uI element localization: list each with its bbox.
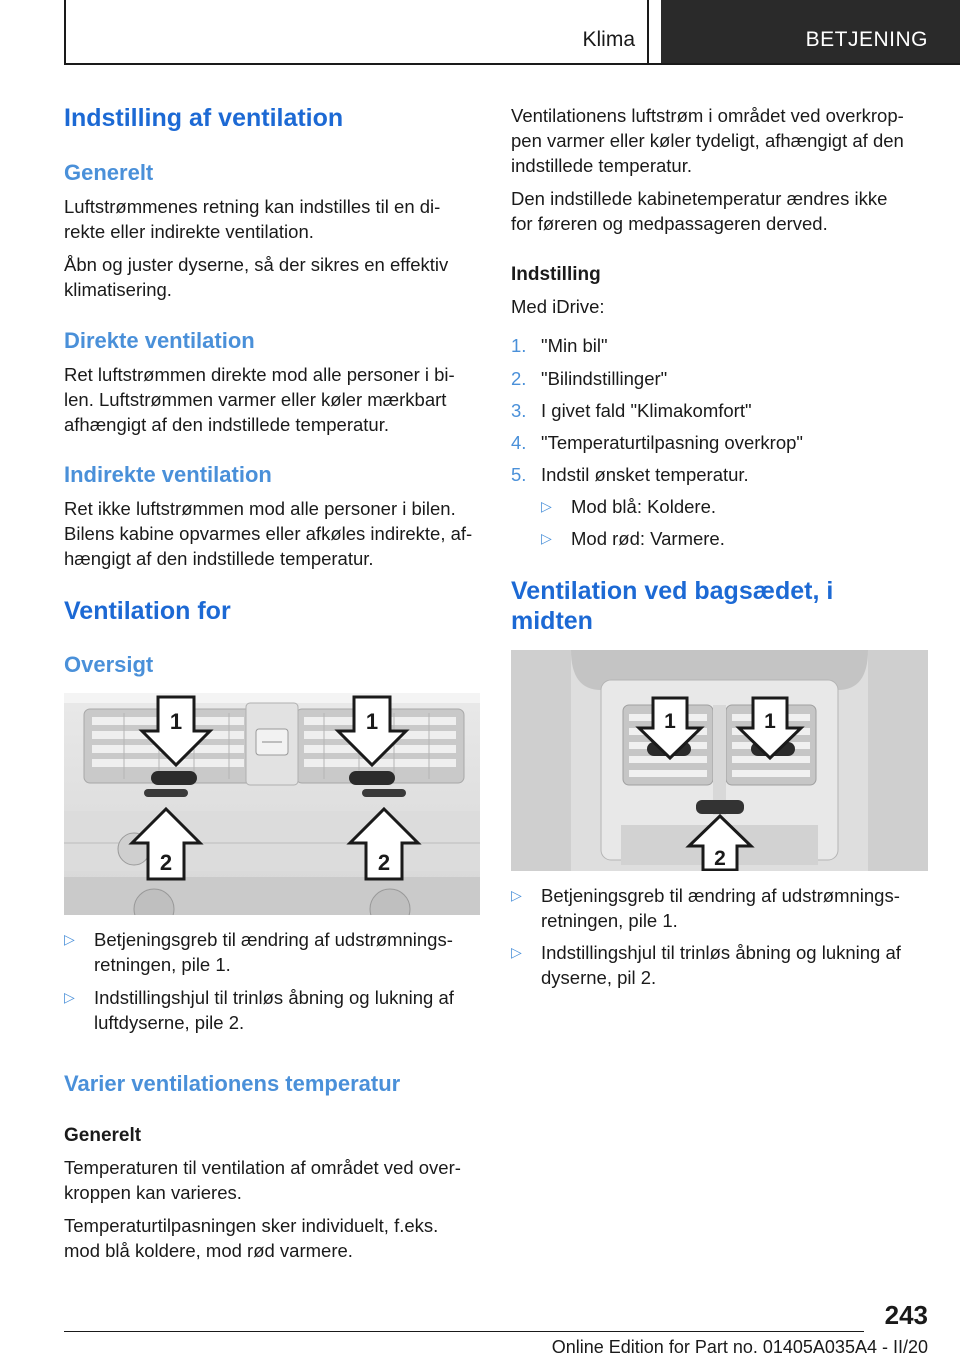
para-temp-2: Temperaturtilpasningen sker individuelt, f.eks. mod blå koldere, mod rød varmere. [64, 1215, 439, 1261]
arrow-1-right-label: 1 [365, 709, 379, 734]
footer-rule [64, 1331, 864, 1332]
para-generelt-1: Luftstrømmenes retning kan indstilles til en di- rekte eller indirekte ventilation. [64, 196, 441, 242]
para-indirekte: Ret ikke luftstrømmen mod alle personer i bilen. Bilens kabine opvarmes eller afkøles indirekte, af- hængigt af den indstillede temperatur. [64, 498, 473, 569]
arrow-2-right-label: 2 [377, 850, 391, 875]
left-vent-lever [151, 771, 197, 785]
heading-indirekte: Indirekte ventilation [64, 462, 272, 487]
arrow-2-left-label: 2 [159, 850, 173, 875]
header-rule [64, 63, 960, 65]
front-vents-figure [64, 693, 480, 915]
footer-edition: Online Edition for Part no. 01405A035A4 - II/20 [551, 1337, 928, 1357]
heading-oversigt: Oversigt [64, 652, 154, 677]
rear-thumbwheel [696, 800, 744, 814]
heading-indstilling: Indstilling af ventilation [64, 104, 344, 132]
para-intro-2: Den indstillede kabinetemperatur ændres ikke for føreren og medpassageren derved. [511, 188, 888, 234]
subheading-generelt: Generelt [64, 1125, 142, 1146]
para-direkte: Ret luftstrømmen direkte mod alle personer i bi- len. Luftstrømmen varmer eller køler mærkbart afhængigt af den indstillede temperatur. [64, 364, 455, 435]
heading-bagsaedet: Ventilation ved bagsædet, i midten [511, 577, 834, 635]
rear-vents-figure [511, 650, 928, 871]
triangle-right-icon: ▷ [511, 944, 522, 960]
triangle-right-icon: ▷ [541, 530, 552, 546]
header-chapter-title: BETJENING [805, 28, 928, 51]
subheading-indstilling: Indstilling [511, 264, 601, 285]
right-thumbwheel [362, 789, 406, 797]
triangle-right-icon: ▷ [541, 498, 552, 514]
left-thumbwheel [144, 789, 188, 797]
arrow-1-left-label: 1 [664, 710, 676, 733]
arrow-1-right-label: 1 [764, 710, 776, 733]
para-intro-1: Ventilationens luftstrøm i området ved overkrop- pen varmer eller køler tydeligt, afhængigt af den indstillede temperatur. [511, 105, 904, 176]
heading-ventilation-for: Ventilation for [64, 597, 231, 625]
header-section-title: Klima [582, 28, 635, 51]
triangle-right-icon: ▷ [64, 989, 75, 1005]
arrow-2-label: 2 [714, 847, 726, 870]
heading-generelt: Generelt [64, 160, 154, 185]
right-vent-lever [349, 771, 395, 785]
para-idrive: Med iDrive: [511, 296, 605, 317]
para-temp-1: Temperaturen til ventilation af området ved over- kroppen kan varieres. [64, 1157, 461, 1203]
arrow-1-left-label: 1 [169, 709, 183, 734]
triangle-right-icon: ▷ [511, 887, 522, 903]
page-number: 243 [884, 1300, 928, 1330]
heading-direkte: Direkte ventilation [64, 328, 255, 353]
para-generelt-2: Åbn og juster dyserne, så der sikres en effektiv klimatisering. [64, 254, 449, 300]
triangle-right-icon: ▷ [64, 931, 75, 947]
heading-varier: Varier ventilationens temperatur [64, 1071, 401, 1096]
